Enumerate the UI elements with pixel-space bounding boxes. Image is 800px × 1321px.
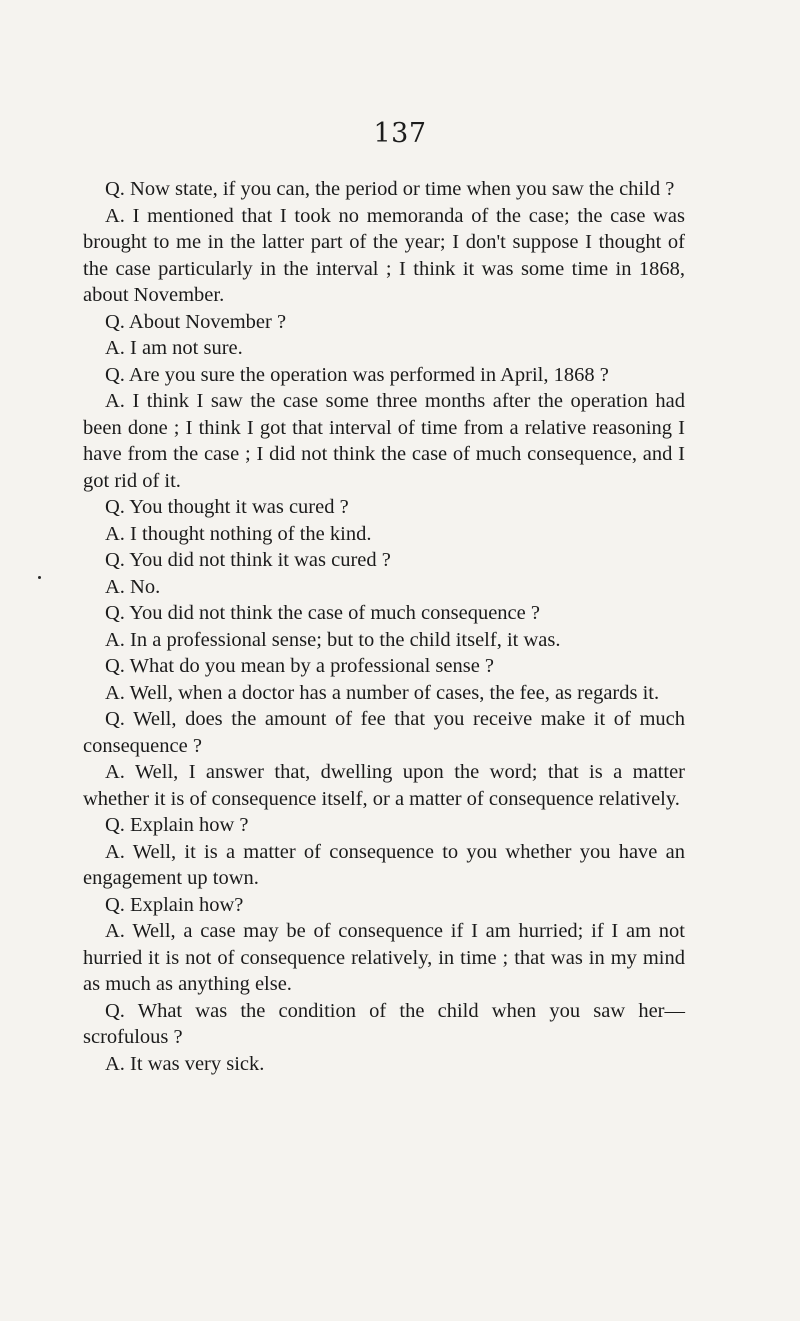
question-paragraph: Q. Explain how ?: [105, 814, 249, 836]
question-paragraph: Q. You did not think the case of much consequence ?: [105, 602, 540, 624]
answer-paragraph: A. It was very sick.: [105, 1052, 265, 1075]
answer-paragraph: A. In a professional sense; but to the child itself, it was.: [105, 628, 561, 651]
question-paragraph: Q. Explain how?: [105, 893, 244, 916]
question-paragraph: Q. About November ?: [105, 310, 287, 333]
question-paragraph: Q. Now state, if you can, the period or time when you saw the child ?: [105, 178, 675, 200]
question-paragraph: Q. What was the condition of the child when you saw her— scrofulous ?: [83, 999, 685, 1048]
testimony-text: [83, 176, 685, 1077]
question-paragraph: Q. You thought it was cured ?: [105, 496, 349, 518]
answer-paragraph: A. Well, a case may be of consequence if I am hurried; if I am not hurried it is not of consequence relatively, in time ; that was in my mind as much as anything else.: [83, 920, 685, 995]
answer-paragraph: A. I am not sure.: [105, 337, 243, 359]
answer-paragraph: A. I thought nothing of the kind.: [105, 522, 372, 545]
answer-paragraph: A. Well, it is a matter of consequence to you whether you have an engagement up town.: [83, 840, 685, 889]
question-paragraph: Q. What do you mean by a professional sense ?: [105, 655, 495, 677]
answer-paragraph: A. Well, I answer that, dwelling upon the word; that is a matter whether it is of consequence itself, or a matter of consequence relatively.: [83, 761, 685, 810]
question-paragraph: Q. Well, does the amount of fee that you receive make it of much consequence ?: [83, 708, 685, 757]
question-paragraph: Q. You did not think it was cured ?: [105, 549, 391, 571]
answer-paragraph: A. Well, when a doctor has a number of cases, the fee, as regards it.: [105, 681, 660, 704]
answer-paragraph: A. No.: [105, 575, 161, 598]
page-number: 137: [373, 118, 427, 149]
answer-paragraph: A. I mentioned that I took no memoranda of the case; the case was brought to me in the latter part of the year; I don't suppose I thought of the case particularly in the interval ; I think it was some time in 1868, about November.: [83, 204, 685, 306]
answer-paragraph: A. I think I saw the case some three months after the operation had been done ; I think I got that interval of time from a relative reasoning I have from the case ; I did not think the case of much consequence, and I got rid of it.: [83, 390, 685, 492]
question-paragraph: Q. Are you sure the operation was performed in April, 1868 ?: [105, 363, 609, 386]
ink-speck: [38, 576, 41, 579]
